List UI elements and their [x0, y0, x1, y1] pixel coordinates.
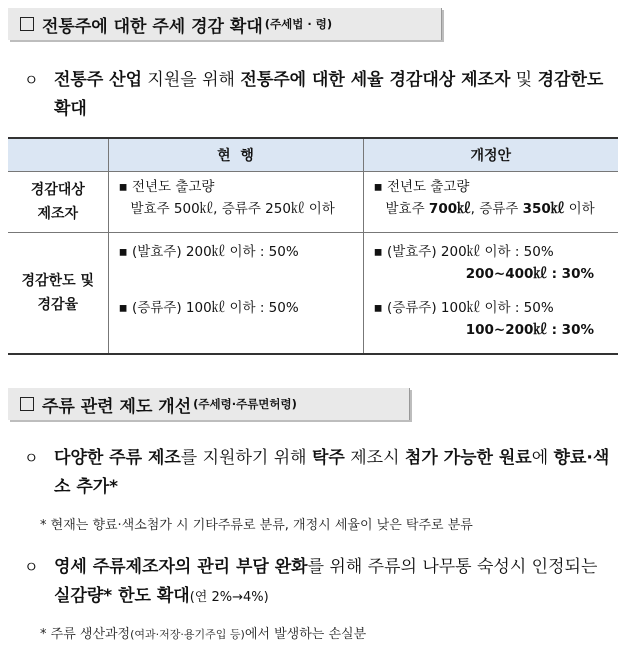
text: 이하 [564, 201, 595, 217]
text-bold: 경감한도 확대 [54, 70, 604, 119]
table-cell-revised [363, 172, 618, 233]
bullet-paragraph [24, 66, 614, 124]
cell-line [374, 198, 609, 220]
bullet-marker: ㅇ [24, 449, 39, 467]
row-label [8, 172, 108, 233]
row-label [8, 233, 108, 355]
cell-line: 200~400㎘ : 30% [465, 266, 594, 282]
text: 에 [531, 448, 554, 468]
bullet-marker: ㅇ [24, 71, 39, 89]
cell-line: 발효주 500㎘, 증류주 250㎘ 이하 [130, 201, 335, 217]
text: 및 [510, 70, 538, 90]
section-header-2 [8, 388, 410, 420]
text: * 주류 생산과정 [40, 627, 131, 642]
footnote [40, 623, 366, 642]
checkbox-square-icon [20, 17, 34, 31]
row-label-line: 경감율 [37, 297, 79, 313]
text: 를 위해 주류의 나무통 숙성시 인정되는 [307, 557, 598, 577]
text-bold: 전통주 산업 [54, 70, 143, 90]
text-bold: 영세 주류제조자의 관리 부담 완화 [54, 557, 308, 577]
footnote: * 현재는 향료·색소첨가 시 기타주류로 분류, 개정시 세율이 낮은 탁주로 분류 [40, 518, 473, 533]
table-cell-current [108, 172, 363, 233]
section-header-1 [8, 8, 442, 40]
row-label-line: 제조자 [37, 206, 79, 222]
text: 에서 발생하는 손실분 [244, 627, 367, 642]
cell-line: 100~200㎘ : 30% [465, 322, 594, 338]
text-bold: 350㎘ [522, 201, 565, 217]
table-header-row [8, 138, 618, 172]
section-title: 주류 관련 제도 개선 [42, 396, 192, 417]
cell-line: ▪ 전년도 출고량 [118, 179, 215, 195]
row-label-line: 경감대상 [30, 182, 85, 198]
text-bold: 전통주에 대한 세율 경감대상 제조자 [240, 70, 511, 90]
cell-line: ▪ (발효주) 200㎘ 이하 : 50% [118, 244, 299, 260]
table-header-cell: 개정안 [363, 138, 618, 172]
text: 제조시 [344, 448, 405, 468]
text: , 증류주 [470, 201, 523, 217]
text: 를 지원하기 위해 [180, 448, 312, 468]
text: 지원을 위해 [142, 70, 241, 90]
table-row [8, 233, 618, 355]
table-cell-revised [363, 233, 618, 355]
text-bold: 첨가 가능한 원료 [404, 448, 532, 468]
text-bold: 탁주 [311, 448, 345, 468]
table-header-cell [8, 138, 108, 172]
table-cell-current [108, 233, 363, 355]
text-bold: 향료·색소 추가* [54, 448, 610, 497]
bullet-paragraph [24, 553, 614, 612]
bullet-paragraph [24, 444, 614, 502]
text: (연 2%→4%) [189, 590, 269, 605]
checkbox-square-icon [20, 397, 34, 411]
text-bold: 다양한 주류 제조 [54, 448, 181, 468]
text-bold: 700㎘ [428, 201, 471, 217]
text-bold: 실감량* 한도 확대 [54, 586, 190, 606]
table-header-cell: 현 행 [108, 138, 363, 172]
cell-line: ▪ (증류주) 100㎘ 이하 : 50% [373, 300, 554, 316]
bullet-marker: ㅇ [24, 558, 39, 576]
cell-line: ▪ (발효주) 200㎘ 이하 : 50% [373, 244, 554, 260]
comparison-table [8, 137, 618, 355]
text: (여과·저장·용기주입 등) [130, 628, 245, 641]
text: 발효주 [385, 201, 429, 217]
section-subtitle: (주세법 · 령) [264, 17, 333, 31]
row-label-line: 경감한도 및 [21, 273, 94, 289]
cell-line: ▪ 전년도 출고량 [373, 179, 470, 195]
section-subtitle: (주세령·주류면허령) [193, 397, 297, 411]
table-row [8, 172, 618, 233]
cell-line: ▪ (증류주) 100㎘ 이하 : 50% [118, 300, 299, 316]
section-title: 전통주에 대한 주세 경감 확대 [42, 16, 263, 37]
